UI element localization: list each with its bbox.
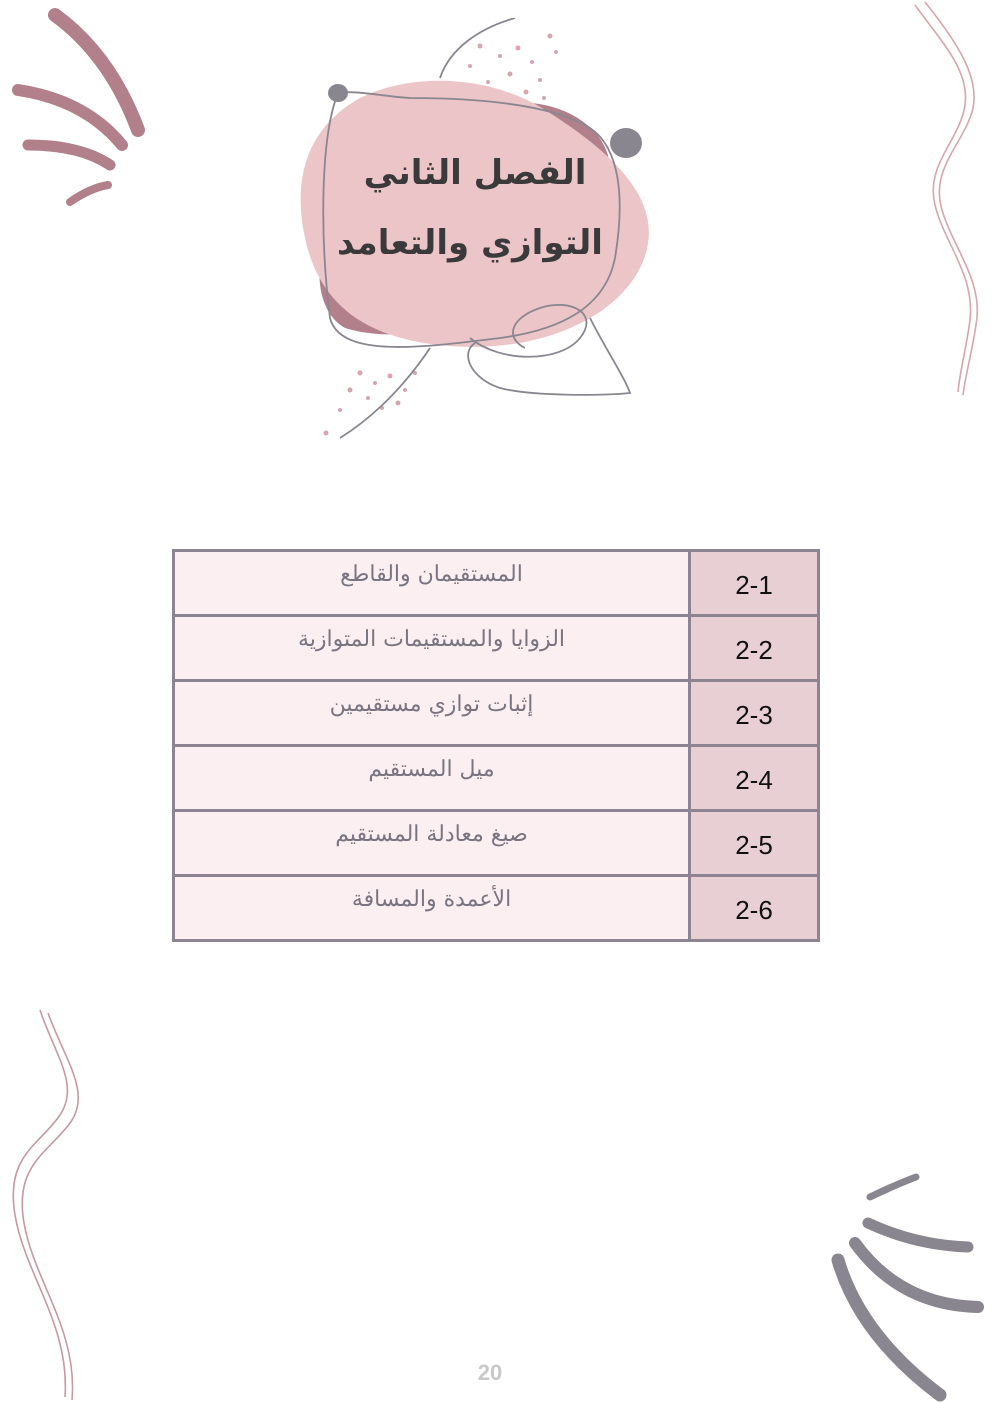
table-row — [174, 551, 819, 616]
chapter-title-ornament — [300, 18, 660, 448]
lesson-title: الزوايا والمستقيمات المتوازية — [174, 616, 690, 681]
lesson-number: 2-6 — [690, 876, 819, 941]
lesson-title: المستقيمان والقاطع — [174, 551, 690, 616]
page-number: 20 — [477, 1360, 503, 1385]
lesson-title: ميل المستقيم — [174, 746, 690, 811]
lesson-title: إثبات توازي مستقيمين — [174, 681, 690, 746]
lesson-title: الأعمدة والمسافة — [174, 876, 690, 941]
chapter-title-line-1: الفصل الثاني — [363, 153, 587, 193]
lesson-number: 2-3 — [690, 681, 819, 746]
lessons-table — [172, 549, 820, 942]
lesson-title: صيغ معادلة المستقيم — [174, 811, 690, 876]
table-row — [174, 876, 819, 941]
lesson-number: 2-1 — [690, 551, 819, 616]
decorative-wavy-lines-top-right — [900, 0, 993, 400]
decorative-strokes-top-left — [0, 0, 160, 220]
lesson-number: 2-2 — [690, 616, 819, 681]
table-row — [174, 746, 819, 811]
table-row — [174, 811, 819, 876]
chapter-title-line-2: التوازي والتعامد — [337, 223, 603, 263]
decorative-wavy-lines-bottom-left — [0, 1005, 110, 1403]
lesson-number: 2-4 — [690, 746, 819, 811]
table-row — [174, 681, 819, 746]
table-row — [174, 616, 819, 681]
lesson-number: 2-5 — [690, 811, 819, 876]
